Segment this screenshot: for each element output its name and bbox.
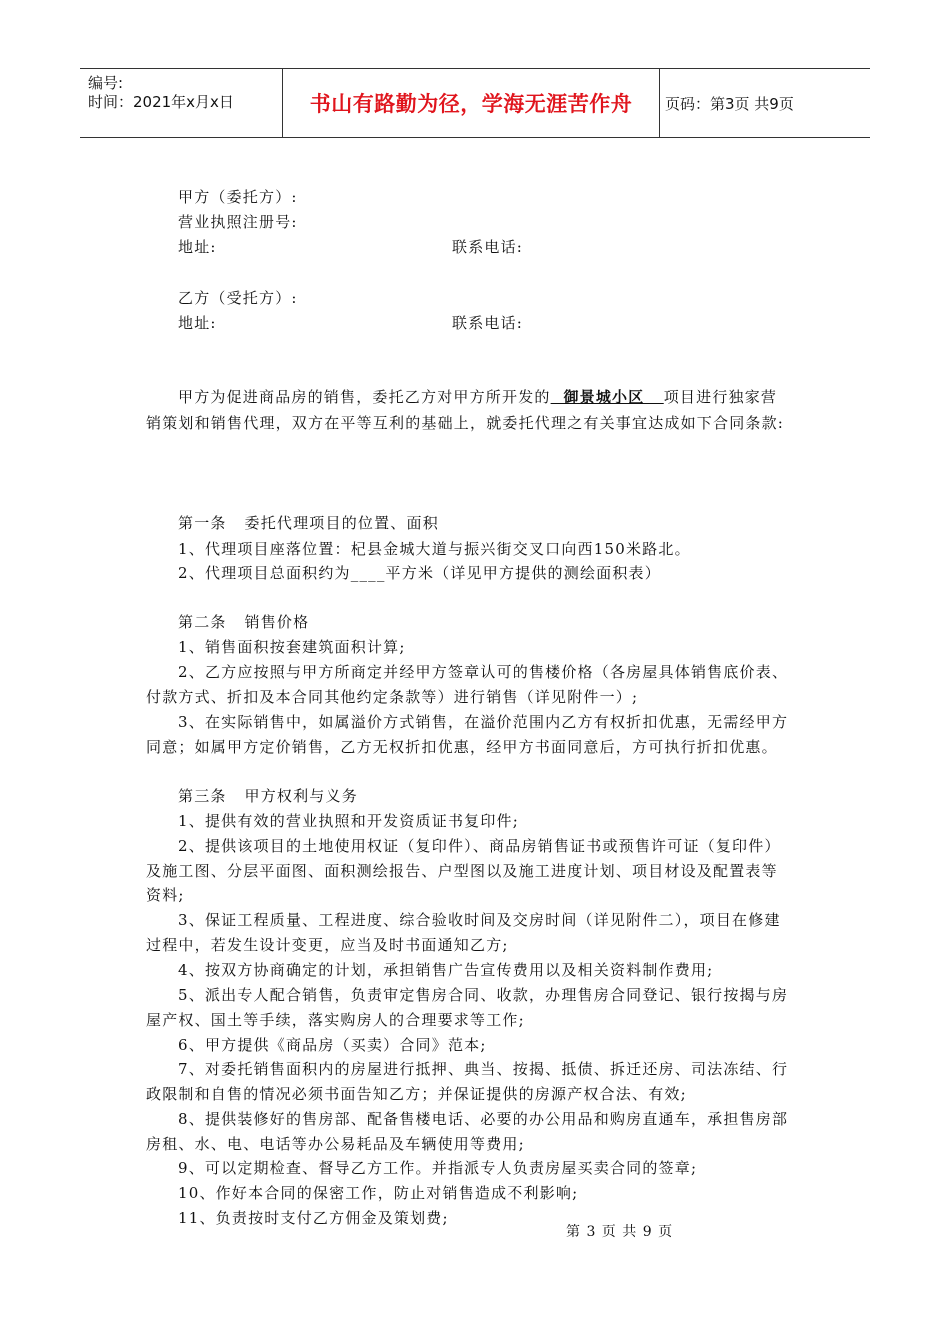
article-3-item-6: 6、甲方提供《商品房（买卖）合同》范本; — [178, 1036, 487, 1054]
article-3-item-7: 7、对委托销售面积内的房屋进行抵押、典当、按揭、抵债、拆迁还房、司法冻结、行 — [178, 1060, 789, 1078]
article-3-item-7-cont: 政限制和自售的情况必须书面告知乙方；并保证提供的房源产权合法、有效; — [146, 1085, 687, 1103]
intro-line-1 — [178, 386, 777, 407]
party-a-label: 甲方（委托方）: — [178, 188, 298, 206]
intro-text: 甲方为促进商品房的销售，委托乙方对甲方所开发的 — [178, 388, 551, 406]
article-1-item-1: 1、代理项目座落位置：杞县金城大道与振兴街交叉口向西150米路北。 — [178, 540, 691, 558]
page-header — [80, 68, 870, 138]
article-3-item-2-cont: 及施工图、分层平面图、面积测绘报告、户型图以及施工进度计划、项目材设及配置表等 — [146, 862, 778, 880]
number-label: 编号: — [88, 74, 124, 92]
article-3-item-2: 2、提供该项目的土地使用权证（复印件）、商品房销售证书或预售许可证（复印件） — [178, 837, 781, 855]
article-3-item-2-cont2: 资料; — [146, 886, 185, 904]
article-3-item-4: 4、按双方协商确定的计划，承担销售广告宣传费用以及相关资料制作费用; — [178, 961, 714, 979]
time-label: 时间：2021年x月x日 — [88, 93, 234, 111]
article-2-item-1: 1、销售面积按套建筑面积计算; — [178, 638, 406, 656]
article-3-title: 第三条 甲方权利与义务 — [178, 787, 358, 805]
party-a-phone-label: 联系电话: — [452, 238, 524, 256]
article-2-title: 第二条 销售价格 — [178, 613, 310, 631]
article-3-item-1: 1、提供有效的营业执照和开发资质证书复印件; — [178, 812, 519, 830]
page-label: 页码：第3页 共9页 — [665, 94, 794, 113]
article-3-item-3: 3、保证工程质量、工程进度、综合验收时间及交房时间（详见附件二），项目在修建 — [178, 911, 781, 929]
article-3-item-3-cont: 过程中，若发生设计变更，应当及时书面通知乙方; — [146, 936, 509, 954]
article-3-item-11: 11、负责按时支付乙方佣金及策划费; — [178, 1209, 449, 1227]
article-1-item-2: 2、代理项目总面积约为____平方米（详见甲方提供的测绘面积表） — [178, 564, 661, 582]
project-name: 御景城小区 — [550, 388, 664, 406]
article-2-item-3-cont: 同意；如属甲方定价销售，乙方无权折扣优惠，经甲方书面同意后，方可执行折扣优惠。 — [146, 738, 778, 756]
header-motto: 书山有路勤为径，学海无涯苦作舟 — [282, 69, 660, 137]
header-meta — [80, 69, 282, 137]
party-b-label: 乙方（受托方）: — [178, 289, 298, 307]
party-b-address-label: 地址: — [178, 314, 217, 332]
page-footer: 第 3 页 共 9 页 — [566, 1224, 674, 1240]
license-label: 营业执照注册号: — [178, 213, 298, 231]
intro-line-2: 销策划和销售代理，双方在平等互利的基础上，就委托代理之有关事宜达成如下合同条款: — [146, 414, 785, 432]
article-3-item-8: 8、提供装修好的售房部、配备售楼电话、必要的办公用品和购房直通车，承担售房部 — [178, 1110, 789, 1128]
article-2-item-2-cont: 付款方式、折扣及本合同其他约定条款等）进行销售（详见附件一）; — [146, 688, 639, 706]
article-2-item-2: 2、乙方应按照与甲方所商定并经甲方签章认可的售楼价格（各房屋具体销售底价表、 — [178, 663, 789, 681]
party-b-phone-label: 联系电话: — [452, 314, 524, 332]
article-2-item-3: 3、在实际销售中，如属溢价方式销售，在溢价范围内乙方有权折扣优惠，无需经甲方 — [178, 713, 789, 731]
intro-text-end: 项目进行独家营 — [663, 388, 778, 406]
article-3-item-8-cont: 房租、水、电、电话等办公易耗品及车辆使用等费用; — [146, 1135, 525, 1153]
party-a-address-label: 地址: — [178, 238, 217, 256]
article-3-item-5: 5、派出专人配合销售，负责审定售房合同、收款，办理售房合同登记、银行按揭与房 — [178, 986, 789, 1004]
article-3-item-9: 9、可以定期检查、督导乙方工作。并指派专人负责房屋买卖合同的签章; — [178, 1159, 698, 1177]
article-1-title: 第一条 委托代理项目的位置、面积 — [178, 514, 439, 532]
header-page — [659, 69, 870, 137]
article-3-item-10: 10、作好本合同的保密工作，防止对销售造成不利影响; — [178, 1184, 579, 1202]
article-3-item-5-cont: 屋产权、国土等手续，落实购房人的合理要求等工作; — [146, 1011, 525, 1029]
